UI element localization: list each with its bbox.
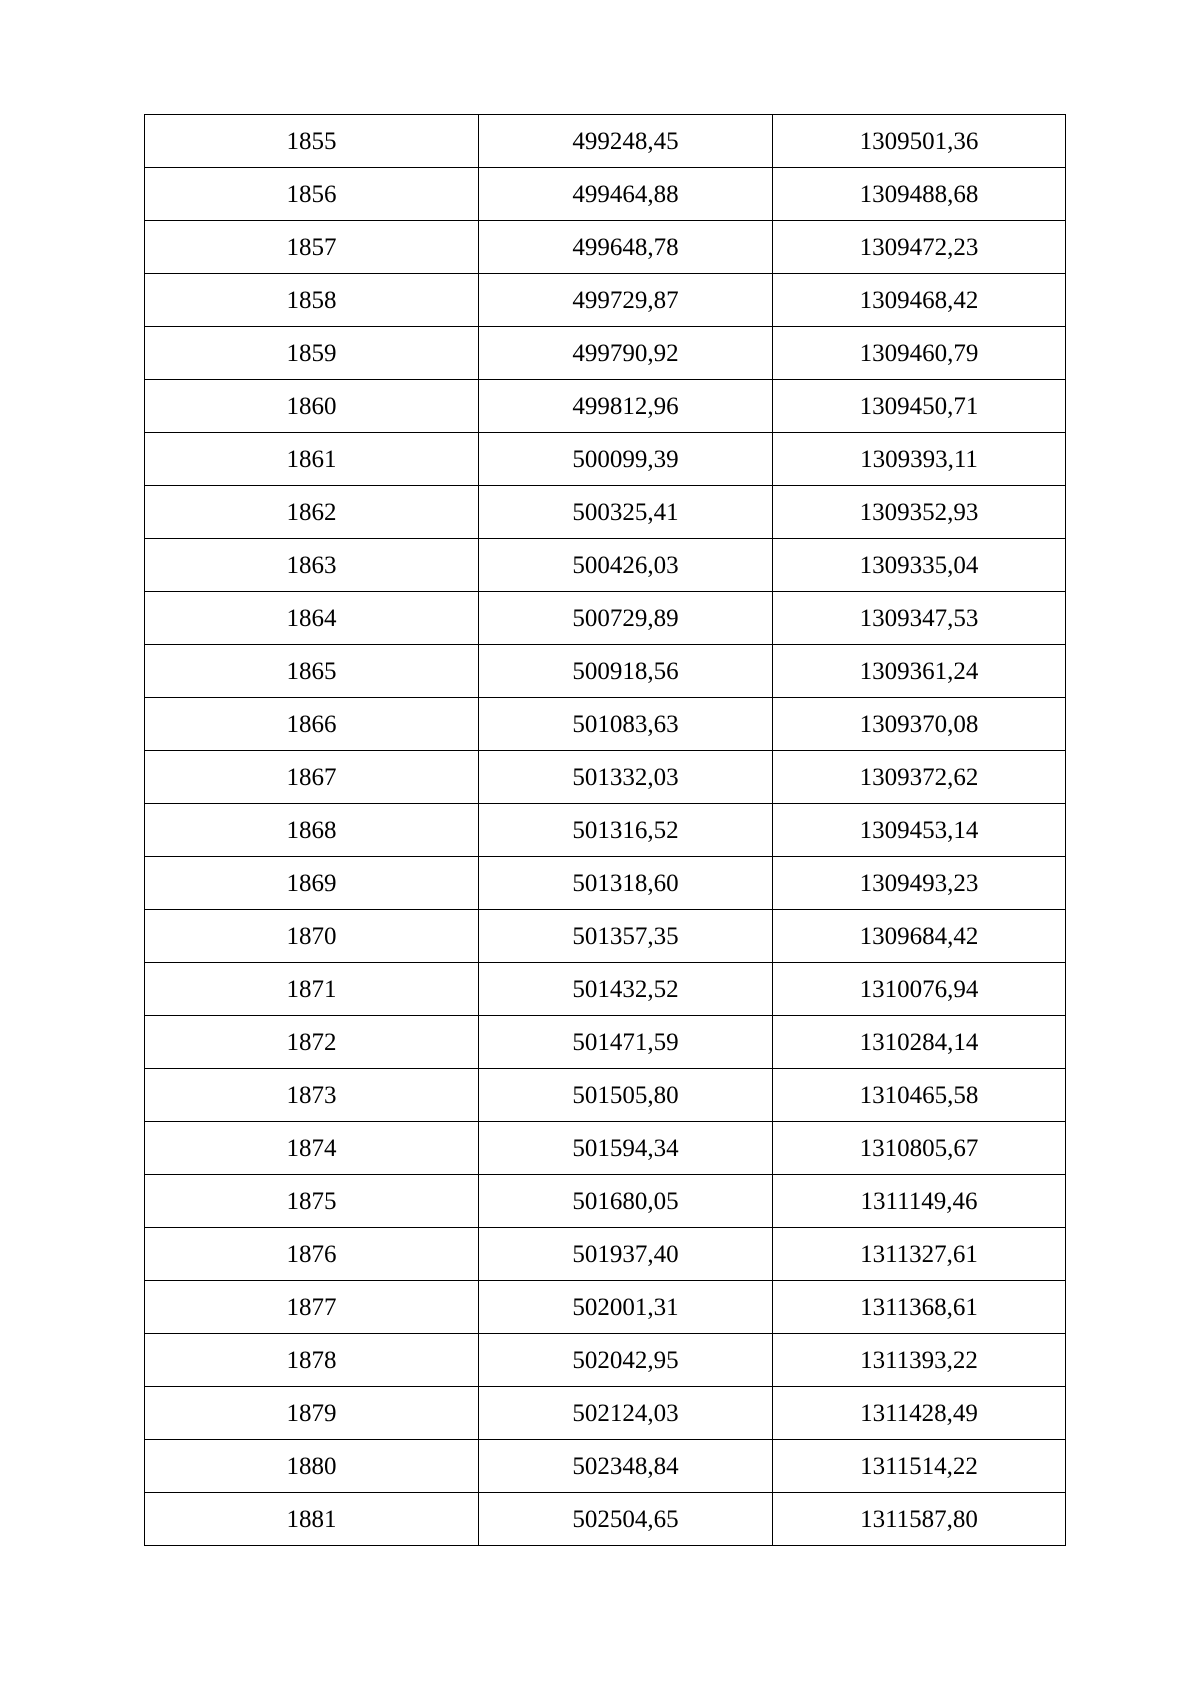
point-number-cell: 1875 (145, 1175, 479, 1228)
y-coordinate-cell: 1309450,71 (773, 380, 1066, 433)
table-row (145, 592, 1066, 645)
y-coordinate-cell: 1311149,46 (773, 1175, 1066, 1228)
table-row (145, 698, 1066, 751)
x-coordinate-cell: 501332,03 (479, 751, 773, 804)
point-number-cell: 1878 (145, 1334, 479, 1387)
y-coordinate-cell: 1309460,79 (773, 327, 1066, 380)
table-row (145, 1016, 1066, 1069)
table-row (145, 751, 1066, 804)
point-number-cell: 1869 (145, 857, 479, 910)
table-row (145, 857, 1066, 910)
point-number-cell: 1860 (145, 380, 479, 433)
table-row (145, 963, 1066, 1016)
point-number-cell: 1857 (145, 221, 479, 274)
point-number-cell: 1879 (145, 1387, 479, 1440)
x-coordinate-cell: 502042,95 (479, 1334, 773, 1387)
table-row (145, 539, 1066, 592)
table-row (145, 1228, 1066, 1281)
point-number-cell: 1881 (145, 1493, 479, 1546)
x-coordinate-cell: 501505,80 (479, 1069, 773, 1122)
table-row (145, 168, 1066, 221)
y-coordinate-cell: 1309372,62 (773, 751, 1066, 804)
y-coordinate-cell: 1309493,23 (773, 857, 1066, 910)
y-coordinate-cell: 1310465,58 (773, 1069, 1066, 1122)
y-coordinate-cell: 1311587,80 (773, 1493, 1066, 1546)
y-coordinate-cell: 1309352,93 (773, 486, 1066, 539)
table-row (145, 910, 1066, 963)
coordinates-table-body (145, 115, 1066, 1546)
x-coordinate-cell: 499648,78 (479, 221, 773, 274)
x-coordinate-cell: 501594,34 (479, 1122, 773, 1175)
x-coordinate-cell: 501680,05 (479, 1175, 773, 1228)
point-number-cell: 1873 (145, 1069, 479, 1122)
point-number-cell: 1861 (145, 433, 479, 486)
y-coordinate-cell: 1310284,14 (773, 1016, 1066, 1069)
y-coordinate-cell: 1311368,61 (773, 1281, 1066, 1334)
point-number-cell: 1876 (145, 1228, 479, 1281)
point-number-cell: 1877 (145, 1281, 479, 1334)
point-number-cell: 1856 (145, 168, 479, 221)
x-coordinate-cell: 499248,45 (479, 115, 773, 168)
table-row (145, 221, 1066, 274)
y-coordinate-cell: 1309393,11 (773, 433, 1066, 486)
x-coordinate-cell: 501357,35 (479, 910, 773, 963)
x-coordinate-cell: 502348,84 (479, 1440, 773, 1493)
y-coordinate-cell: 1309453,14 (773, 804, 1066, 857)
x-coordinate-cell: 502124,03 (479, 1387, 773, 1440)
table-row (145, 1334, 1066, 1387)
point-number-cell: 1864 (145, 592, 479, 645)
table-row (145, 327, 1066, 380)
x-coordinate-cell: 502001,31 (479, 1281, 773, 1334)
y-coordinate-cell: 1309472,23 (773, 221, 1066, 274)
x-coordinate-cell: 500099,39 (479, 433, 773, 486)
table-row (145, 1493, 1066, 1546)
point-number-cell: 1858 (145, 274, 479, 327)
x-coordinate-cell: 499790,92 (479, 327, 773, 380)
table-row (145, 115, 1066, 168)
y-coordinate-cell: 1309684,42 (773, 910, 1066, 963)
point-number-cell: 1865 (145, 645, 479, 698)
table-row (145, 433, 1066, 486)
x-coordinate-cell: 501937,40 (479, 1228, 773, 1281)
table-row (145, 274, 1066, 327)
x-coordinate-cell: 501432,52 (479, 963, 773, 1016)
y-coordinate-cell: 1309335,04 (773, 539, 1066, 592)
y-coordinate-cell: 1309370,08 (773, 698, 1066, 751)
table-row (145, 1281, 1066, 1334)
y-coordinate-cell: 1311428,49 (773, 1387, 1066, 1440)
table-row (145, 1175, 1066, 1228)
x-coordinate-cell: 500729,89 (479, 592, 773, 645)
x-coordinate-cell: 500426,03 (479, 539, 773, 592)
x-coordinate-cell: 501471,59 (479, 1016, 773, 1069)
x-coordinate-cell: 501318,60 (479, 857, 773, 910)
x-coordinate-cell: 501316,52 (479, 804, 773, 857)
point-number-cell: 1859 (145, 327, 479, 380)
point-number-cell: 1867 (145, 751, 479, 804)
x-coordinate-cell: 500918,56 (479, 645, 773, 698)
x-coordinate-cell: 500325,41 (479, 486, 773, 539)
x-coordinate-cell: 499464,88 (479, 168, 773, 221)
point-number-cell: 1870 (145, 910, 479, 963)
point-number-cell: 1866 (145, 698, 479, 751)
coordinates-table (144, 114, 1066, 1546)
point-number-cell: 1874 (145, 1122, 479, 1175)
x-coordinate-cell: 502504,65 (479, 1493, 773, 1546)
point-number-cell: 1880 (145, 1440, 479, 1493)
y-coordinate-cell: 1311393,22 (773, 1334, 1066, 1387)
x-coordinate-cell: 501083,63 (479, 698, 773, 751)
table-row (145, 1122, 1066, 1175)
table-row (145, 486, 1066, 539)
point-number-cell: 1863 (145, 539, 479, 592)
y-coordinate-cell: 1309347,53 (773, 592, 1066, 645)
point-number-cell: 1871 (145, 963, 479, 1016)
point-number-cell: 1872 (145, 1016, 479, 1069)
point-number-cell: 1862 (145, 486, 479, 539)
x-coordinate-cell: 499812,96 (479, 380, 773, 433)
x-coordinate-cell: 499729,87 (479, 274, 773, 327)
y-coordinate-cell: 1311327,61 (773, 1228, 1066, 1281)
y-coordinate-cell: 1309468,42 (773, 274, 1066, 327)
y-coordinate-cell: 1311514,22 (773, 1440, 1066, 1493)
y-coordinate-cell: 1309488,68 (773, 168, 1066, 221)
y-coordinate-cell: 1310076,94 (773, 963, 1066, 1016)
point-number-cell: 1855 (145, 115, 479, 168)
table-row (145, 804, 1066, 857)
point-number-cell: 1868 (145, 804, 479, 857)
table-row (145, 645, 1066, 698)
y-coordinate-cell: 1310805,67 (773, 1122, 1066, 1175)
table-row (145, 1387, 1066, 1440)
y-coordinate-cell: 1309501,36 (773, 115, 1066, 168)
table-row (145, 380, 1066, 433)
y-coordinate-cell: 1309361,24 (773, 645, 1066, 698)
table-row (145, 1069, 1066, 1122)
table-row (145, 1440, 1066, 1493)
